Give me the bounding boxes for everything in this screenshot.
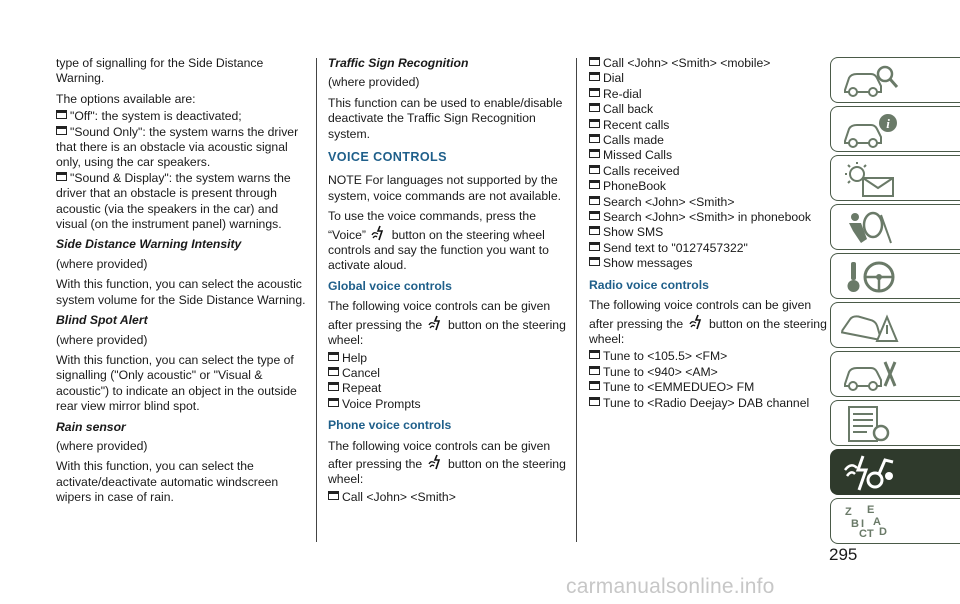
checkbox-icon bbox=[589, 350, 600, 361]
tab-getting-to-know-your-car[interactable] bbox=[830, 57, 960, 103]
rain-heading: Rain sensor bbox=[56, 419, 126, 434]
technical-data-icon bbox=[841, 405, 901, 443]
car-service-icon bbox=[841, 356, 901, 394]
right-column bbox=[589, 56, 829, 411]
tab-servicing-and-maintenance[interactable] bbox=[830, 351, 960, 397]
page-number: 295 bbox=[829, 545, 858, 564]
list-item: Missed Calls bbox=[589, 148, 829, 163]
phone-controls-list bbox=[328, 490, 568, 505]
voice-usage-text: To use the voice commands, press the “Voice” button on the steering wheel controls and say the function you want to activate aloud. bbox=[328, 209, 549, 273]
checkbox-icon bbox=[589, 149, 600, 160]
list-item: Show SMS bbox=[589, 225, 829, 240]
checkbox-icon bbox=[589, 366, 600, 377]
voice-controls-heading: VOICE CONTROLS bbox=[328, 150, 447, 165]
bsa-text: With this function, you can select the type of signalling ("Only acoustic" or "Visual & acoustic") to indicate an object in the outside rear view mirror blind spot. bbox=[56, 352, 297, 414]
tab-index[interactable] bbox=[830, 498, 960, 544]
list-item: Show messages bbox=[589, 256, 829, 271]
sdwi-text: With this function, you can select the acoustic system volume for the Side Distance Warning. bbox=[56, 277, 306, 307]
list-item: Tune to <Radio Deejay> DAB channel bbox=[589, 396, 829, 411]
car-info-icon bbox=[841, 111, 901, 149]
list-item: Cancel bbox=[328, 366, 568, 381]
sdwi-where: (where provided) bbox=[56, 256, 148, 271]
list-item: Repeat bbox=[328, 381, 568, 396]
column-divider bbox=[316, 58, 317, 542]
svg-text:i: i bbox=[886, 116, 890, 131]
options-list bbox=[56, 109, 306, 232]
checkbox-icon bbox=[328, 491, 339, 502]
phone-intro: The following voice controls can be given after pressing the button on the steering wheel: bbox=[328, 438, 566, 487]
checkbox-icon bbox=[589, 57, 600, 68]
list-item: Search <John> <Smith> in phonebook bbox=[589, 210, 829, 225]
left-column bbox=[56, 56, 306, 511]
tab-technical-data[interactable] bbox=[830, 400, 960, 446]
car-search-icon bbox=[841, 62, 901, 100]
bsa-heading: Blind Spot Alert bbox=[56, 313, 148, 328]
phone-controls-heading: Phone voice controls bbox=[328, 418, 452, 433]
list-item: Dial bbox=[589, 71, 829, 86]
list-item: "Sound & Display": the system warns the driver that an obstacle is present through acoustic (via the speakers in the car) and visual (on the instrument panel) warnings. bbox=[56, 170, 291, 232]
tab-safety[interactable] bbox=[830, 204, 960, 250]
voice-button-icon bbox=[428, 454, 443, 470]
svg-text:C: C bbox=[859, 528, 867, 540]
checkbox-icon bbox=[56, 110, 67, 121]
tab-vehicle-info[interactable] bbox=[830, 106, 960, 152]
phone-controls-list-continued bbox=[589, 56, 829, 272]
list-item: Tune to <940> <AM> bbox=[589, 365, 829, 380]
list-item: Voice Prompts bbox=[328, 397, 568, 412]
svg-text:Z: Z bbox=[845, 506, 852, 518]
note-text: NOTE For languages not supported by the system, voice commands are not available. bbox=[328, 173, 562, 203]
tab-starting-and-driving[interactable] bbox=[830, 253, 960, 299]
list-item: Re-dial bbox=[589, 87, 829, 102]
tab-in-an-emergency[interactable] bbox=[830, 302, 960, 348]
checkbox-icon bbox=[589, 381, 600, 392]
alphabetical-index-icon bbox=[841, 503, 901, 541]
multimedia-icon bbox=[841, 454, 901, 492]
checkbox-icon bbox=[328, 398, 339, 409]
checkbox-icon bbox=[589, 196, 600, 207]
svg-text:E: E bbox=[867, 504, 875, 516]
list-item: Help bbox=[328, 351, 568, 366]
checkbox-icon bbox=[56, 172, 67, 183]
checkbox-icon bbox=[589, 119, 600, 130]
list-item: Call <John> <Smith> bbox=[328, 490, 568, 505]
list-item: Tune to <EMMEDUEO> FM bbox=[589, 380, 829, 395]
list-item: Calls made bbox=[589, 133, 829, 148]
svg-text:T: T bbox=[867, 528, 874, 540]
key-steering-wheel-icon bbox=[841, 258, 901, 296]
tsr-text: This function can be used to enable/disable deactivate the Traffic Sign Recognition system. bbox=[328, 95, 563, 141]
list-item: "Sound Only": the system warns the driver that there is an obstacle via acoustic signal only, using the car speakers. bbox=[56, 124, 299, 170]
intro-text: type of signalling for the Side Distance Warning. bbox=[56, 56, 264, 86]
radio-controls-heading: Radio voice controls bbox=[589, 277, 709, 292]
radio-intro: The following voice controls can be given after pressing the button on the steering wheel: bbox=[589, 298, 827, 346]
bsa-where: (where provided) bbox=[56, 332, 148, 347]
checkbox-icon bbox=[589, 103, 600, 114]
checkbox-icon bbox=[589, 211, 600, 222]
voice-button-icon bbox=[428, 315, 443, 331]
warning-lights-icon bbox=[841, 160, 901, 198]
checkbox-icon bbox=[589, 180, 600, 191]
column-divider bbox=[576, 58, 577, 542]
checkbox-icon bbox=[589, 226, 600, 237]
checkbox-icon bbox=[56, 126, 67, 137]
airbag-icon bbox=[841, 209, 901, 247]
checkbox-icon bbox=[589, 257, 600, 268]
checkbox-icon bbox=[589, 165, 600, 176]
car-crash-icon bbox=[841, 307, 901, 345]
checkbox-icon bbox=[328, 352, 339, 363]
rain-where: (where provided) bbox=[56, 438, 148, 453]
checkbox-icon bbox=[589, 134, 600, 145]
checkbox-icon bbox=[328, 382, 339, 393]
checkbox-icon bbox=[589, 242, 600, 253]
list-item: Tune to <105.5> <FM> bbox=[589, 349, 829, 364]
checkbox-icon bbox=[328, 367, 339, 378]
list-item: PhoneBook bbox=[589, 179, 829, 194]
svg-text:A: A bbox=[873, 516, 881, 528]
list-item: Call <John> <Smith> <mobile> bbox=[589, 56, 829, 71]
checkbox-icon bbox=[589, 397, 600, 408]
tab-warning-lights[interactable] bbox=[830, 155, 960, 201]
watermark: carmanualsonline.info bbox=[566, 575, 775, 598]
rain-text: With this function, you can select the activate/deactivate automatic windscreen wipers in case of rain. bbox=[56, 459, 279, 505]
list-item: "Off": the system is deactivated; bbox=[56, 109, 306, 124]
tsr-heading: Traffic Sign Recognition bbox=[328, 56, 469, 70]
svg-text:I: I bbox=[861, 518, 865, 530]
svg-text:B: B bbox=[851, 518, 859, 530]
svg-text:D: D bbox=[879, 526, 887, 538]
list-item: Calls received bbox=[589, 164, 829, 179]
radio-controls-list bbox=[589, 349, 829, 411]
middle-column bbox=[328, 56, 568, 505]
global-intro: The following voice controls can be given after pressing the button on the steering wheel: bbox=[328, 299, 566, 348]
list-item: Send text to "0127457322" bbox=[589, 241, 829, 256]
list-item: Search <John> <Smith> bbox=[589, 195, 829, 210]
voice-button-icon bbox=[689, 314, 704, 330]
list-item: Recent calls bbox=[589, 118, 829, 133]
checkbox-icon bbox=[589, 88, 600, 99]
options-intro: The options available are: bbox=[56, 91, 196, 106]
list-item: Call back bbox=[589, 102, 829, 117]
voice-button-icon bbox=[371, 225, 386, 241]
global-controls-list bbox=[328, 351, 568, 413]
tab-multimedia[interactable] bbox=[830, 449, 960, 495]
sdwi-heading: Side Distance Warning Intensity bbox=[56, 237, 242, 252]
tsr-where: (where provided) bbox=[328, 75, 420, 90]
global-controls-heading: Global voice controls bbox=[328, 278, 452, 293]
checkbox-icon bbox=[589, 72, 600, 83]
